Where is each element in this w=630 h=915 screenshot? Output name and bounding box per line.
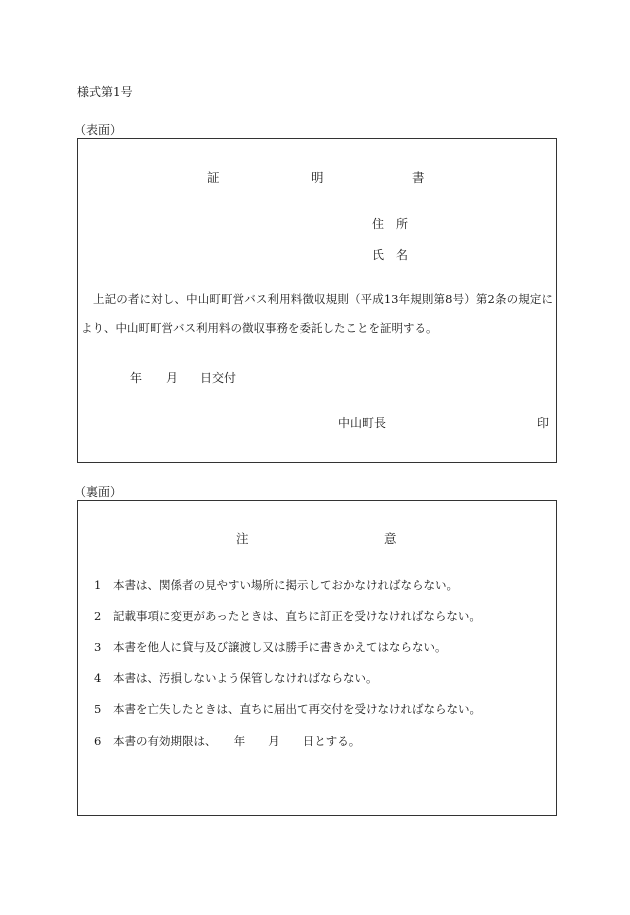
front-title-char-3: 書 (412, 170, 425, 185)
note-item (94, 704, 481, 716)
name-label: 氏 名 (372, 248, 409, 262)
note-number: 2 (94, 609, 102, 623)
front-section-label: （表面） (74, 123, 123, 137)
note-text: 本書を他人に貸与及び譲渡し又は勝手に書きかえてはならない。 (113, 640, 447, 654)
back-title-char-2: 意 (384, 531, 397, 546)
note-number: 1 (94, 578, 102, 592)
note-item (94, 642, 447, 654)
note-item (94, 736, 360, 748)
front-title-char-2: 明 (311, 170, 324, 185)
back-title-char-1: 注 (236, 531, 249, 546)
note-item (94, 611, 481, 623)
note-text: 記載事項に変更があったときは、直ちに訂正を受けなければならない。 (113, 609, 481, 623)
note-number: 3 (94, 640, 102, 654)
note-text: 本書を亡失したときは、直ちに届出て再交付を受けなければならない。 (113, 702, 481, 716)
note-number: 5 (94, 702, 102, 716)
note-number: 6 (94, 734, 102, 748)
seal-mark: 印 (537, 416, 550, 430)
back-section-label: （裏面） (74, 485, 123, 499)
note-text: 本書の有効期限は、 年 月 日とする。 (113, 734, 361, 748)
note-item (94, 580, 458, 592)
front-title-char-1: 証 (207, 170, 220, 185)
note-text: 本書は、汚損しないよう保管しなければならない。 (113, 671, 378, 685)
issue-date-month: 月 (166, 371, 179, 385)
note-item (94, 673, 378, 685)
certificate-body-text: 上記の者に対し、中山町町営バス利用料徴収規則（平成13年規則第8号）第2条の規定により、中山町町営バス利用料の徴収事務を委託したことを証明する。 (81, 292, 553, 335)
note-text: 本書は、関係者の見やすい場所に掲示しておかなければならない。 (113, 578, 458, 592)
issuer-title: 中山町長 (338, 416, 387, 430)
form-number: 様式第1号 (77, 85, 133, 99)
issue-date-day: 日交付 (200, 371, 237, 385)
issue-date-year: 年 (130, 371, 143, 385)
address-label: 住 所 (372, 217, 409, 231)
certificate-back-box (77, 500, 557, 816)
note-number: 4 (94, 671, 102, 685)
